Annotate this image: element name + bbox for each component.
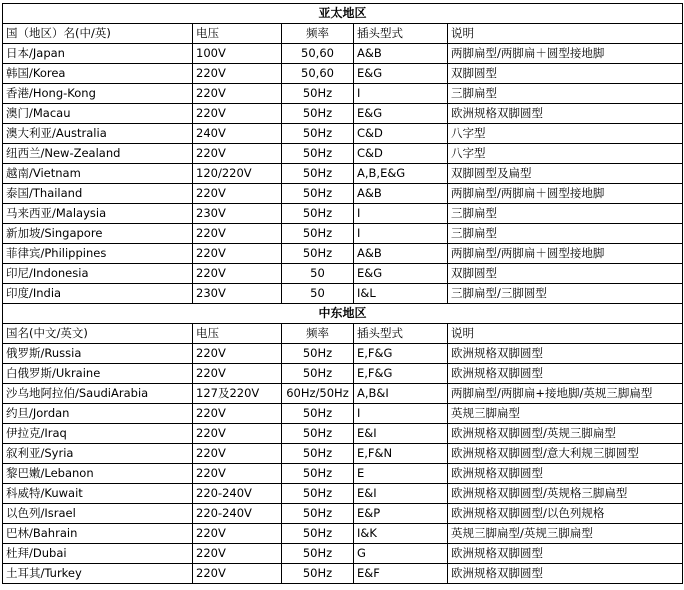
table-cell: 新加坡/Singapore: [3, 224, 193, 244]
table-cell: 220V: [193, 404, 282, 424]
table-cell: 240V: [193, 124, 282, 144]
table-cell: 白俄罗斯/Ukraine: [3, 364, 193, 384]
table-cell: 俄罗斯/Russia: [3, 344, 193, 364]
table-cell: 双脚圆型: [448, 264, 683, 284]
table-row: [3, 384, 683, 404]
table-cell: I: [354, 404, 448, 424]
table-cell: 50Hz: [282, 504, 354, 524]
section-title: 亚太地区: [3, 4, 683, 24]
table-cell: 双脚圆型及扁型: [448, 164, 683, 184]
table-cell: 约旦/Jordan: [3, 404, 193, 424]
table-cell: 三脚扁型/三脚圆型: [448, 284, 683, 304]
table-cell: 英规三脚扁型/英规三脚扁型: [448, 524, 683, 544]
table-cell: 科威特/Kuwait: [3, 484, 193, 504]
table-cell: 230V: [193, 204, 282, 224]
table-cell: A&B: [354, 244, 448, 264]
table-cell: 菲律宾/Philippines: [3, 244, 193, 264]
table-row: [3, 364, 683, 384]
table-cell: A,B,E&G: [354, 164, 448, 184]
column-header: 频率: [282, 24, 354, 44]
table-row: [3, 544, 683, 564]
table-cell: I: [354, 224, 448, 244]
table-cell: 220V: [193, 544, 282, 564]
table-cell: 杜拜/Dubai: [3, 544, 193, 564]
table-cell: 220V: [193, 224, 282, 244]
table-cell: 220-240V: [193, 484, 282, 504]
table-row: [3, 344, 683, 364]
section-title-row: [3, 4, 683, 24]
table-cell: 50: [282, 264, 354, 284]
table-cell: 120/220V: [193, 164, 282, 184]
table-row: [3, 464, 683, 484]
table-row: [3, 504, 683, 524]
table-cell: 伊拉克/Iraq: [3, 424, 193, 444]
table-cell: 50Hz: [282, 444, 354, 464]
table-cell: E: [354, 464, 448, 484]
section-title: 中东地区: [3, 304, 683, 324]
table-cell: C&D: [354, 144, 448, 164]
table-cell: 50: [282, 284, 354, 304]
table-row: [3, 244, 683, 264]
table-cell: 香港/Hong-Kong: [3, 84, 193, 104]
table-cell: 230V: [193, 284, 282, 304]
table-cell: E&I: [354, 424, 448, 444]
table-cell: E&G: [354, 264, 448, 284]
table-cell: 50Hz: [282, 544, 354, 564]
column-header: 说明: [448, 24, 683, 44]
table-cell: 220V: [193, 344, 282, 364]
table-cell: E,F&G: [354, 364, 448, 384]
table-cell: 100V: [193, 44, 282, 64]
column-header: 说明: [448, 324, 683, 344]
table-cell: 印度/India: [3, 284, 193, 304]
table-cell: 马来西亚/Malaysia: [3, 204, 193, 224]
header-row: [3, 24, 683, 44]
table-cell: 巴林/Bahrain: [3, 524, 193, 544]
table-row: [3, 84, 683, 104]
table-cell: A&B: [354, 44, 448, 64]
column-header: 插头型式: [354, 324, 448, 344]
table-cell: 两脚扁型/两脚扁＋圆型接地脚: [448, 184, 683, 204]
table-cell: 土耳其/Turkey: [3, 564, 193, 584]
table-cell: 欧洲规格双脚圆型: [448, 464, 683, 484]
table-cell: 三脚扁型: [448, 84, 683, 104]
plug-voltage-table: [2, 3, 683, 584]
table-row: [3, 564, 683, 584]
table-cell: 50Hz: [282, 564, 354, 584]
table-cell: 220V: [193, 64, 282, 84]
table-cell: 220V: [193, 364, 282, 384]
section-title-row: [3, 304, 683, 324]
table-cell: 50Hz: [282, 424, 354, 444]
table-cell: 220V: [193, 564, 282, 584]
table-body: [3, 4, 683, 584]
table-row: [3, 204, 683, 224]
table-cell: G: [354, 544, 448, 564]
table-cell: 八字型: [448, 144, 683, 164]
table-cell: 欧洲规格双脚圆型: [448, 104, 683, 124]
table-cell: 220V: [193, 104, 282, 124]
table-row: [3, 424, 683, 444]
table-cell: 两脚扁型/两脚扁＋圆型接地脚: [448, 44, 683, 64]
table-row: [3, 484, 683, 504]
table-cell: 双脚圆型: [448, 64, 683, 84]
table-cell: 以色列/Israel: [3, 504, 193, 524]
table-cell: 三脚扁型: [448, 204, 683, 224]
table-cell: 220V: [193, 524, 282, 544]
table-cell: E&G: [354, 104, 448, 124]
table-cell: 50Hz: [282, 124, 354, 144]
table-cell: A&B: [354, 184, 448, 204]
table-cell: 220V: [193, 84, 282, 104]
table-row: [3, 524, 683, 544]
table-cell: 50Hz: [282, 144, 354, 164]
table-cell: 50Hz: [282, 204, 354, 224]
column-header: 插头型式: [354, 24, 448, 44]
table-cell: 欧洲规格双脚圆型: [448, 344, 683, 364]
table-cell: 220V: [193, 144, 282, 164]
table-cell: 欧洲规格双脚圆型/意大利规三脚圆型: [448, 444, 683, 464]
table-cell: 沙乌地阿拉伯/SaudiArabia: [3, 384, 193, 404]
table-cell: 印尼/Indonesia: [3, 264, 193, 284]
table-cell: 欧洲规格双脚圆型: [448, 544, 683, 564]
table-cell: 黎巴嫩/Lebanon: [3, 464, 193, 484]
table-cell: 三脚扁型: [448, 224, 683, 244]
table-cell: 220V: [193, 424, 282, 444]
table-cell: 澳门/Macau: [3, 104, 193, 124]
table-cell: 澳大利亚/Australia: [3, 124, 193, 144]
table-cell: I: [354, 84, 448, 104]
table-cell: 两脚扁型/两脚扁＋圆型接地脚: [448, 244, 683, 264]
table-cell: 50Hz: [282, 244, 354, 264]
table-cell: 两脚扁型/两脚扁+接地脚/英规三脚扁型: [448, 384, 683, 404]
column-header: 频率: [282, 324, 354, 344]
table-cell: 50Hz: [282, 524, 354, 544]
table-cell: 日本/Japan: [3, 44, 193, 64]
table-cell: 欧洲规格双脚圆型: [448, 564, 683, 584]
table-cell: E&P: [354, 504, 448, 524]
table-cell: E&I: [354, 484, 448, 504]
table-cell: 50Hz: [282, 484, 354, 504]
table-cell: I&L: [354, 284, 448, 304]
table-cell: 泰国/Thailand: [3, 184, 193, 204]
table-cell: 220V: [193, 184, 282, 204]
table-cell: 127及220V: [193, 384, 282, 404]
table-cell: 50Hz: [282, 404, 354, 424]
table-row: [3, 224, 683, 244]
table-row: [3, 444, 683, 464]
table-cell: 越南/Vietnam: [3, 164, 193, 184]
column-header: 国（地区）名(中/英): [3, 24, 193, 44]
table-cell: 220-240V: [193, 504, 282, 524]
table-row: [3, 104, 683, 124]
table-cell: 欧洲规格双脚圆型/以色列规格: [448, 504, 683, 524]
table-cell: 欧洲规格双脚圆型/英规格三脚扁型: [448, 484, 683, 504]
table-cell: 八字型: [448, 124, 683, 144]
table-row: [3, 284, 683, 304]
table-cell: 韩国/Korea: [3, 64, 193, 84]
table-cell: 50Hz: [282, 104, 354, 124]
table-cell: 50Hz: [282, 364, 354, 384]
table-cell: C&D: [354, 124, 448, 144]
table-cell: 英规三脚扁型: [448, 404, 683, 424]
table-cell: I&K: [354, 524, 448, 544]
table-row: [3, 184, 683, 204]
table-cell: 50Hz: [282, 464, 354, 484]
table-cell: A,B&I: [354, 384, 448, 404]
column-header: 电压: [193, 24, 282, 44]
table-cell: 纽西兰/New-Zealand: [3, 144, 193, 164]
table-row: [3, 264, 683, 284]
table-cell: 欧洲规格双脚圆型/英规三脚扁型: [448, 424, 683, 444]
table-cell: 50,60: [282, 64, 354, 84]
table-cell: E,F&N: [354, 444, 448, 464]
header-row: [3, 324, 683, 344]
table-cell: 50Hz: [282, 164, 354, 184]
table-cell: 叙利亚/Syria: [3, 444, 193, 464]
table-row: [3, 144, 683, 164]
table-cell: 60Hz/50Hz: [282, 384, 354, 404]
table-cell: 220V: [193, 444, 282, 464]
table-cell: 220V: [193, 464, 282, 484]
table-row: [3, 44, 683, 64]
table-cell: 50,60: [282, 44, 354, 64]
table-cell: 220V: [193, 244, 282, 264]
table-row: [3, 124, 683, 144]
table-row: [3, 404, 683, 424]
table-cell: E&F: [354, 564, 448, 584]
table-cell: 50Hz: [282, 84, 354, 104]
table-cell: E,F&G: [354, 344, 448, 364]
table-cell: 欧洲规格双脚圆型: [448, 364, 683, 384]
table-cell: E&G: [354, 64, 448, 84]
table-cell: 50Hz: [282, 224, 354, 244]
table-cell: 50Hz: [282, 184, 354, 204]
table-cell: 50Hz: [282, 344, 354, 364]
table-cell: I: [354, 204, 448, 224]
column-header: 电压: [193, 324, 282, 344]
table-row: [3, 164, 683, 184]
column-header: 国名(中文/英文): [3, 324, 193, 344]
table-row: [3, 64, 683, 84]
table-cell: 220V: [193, 264, 282, 284]
